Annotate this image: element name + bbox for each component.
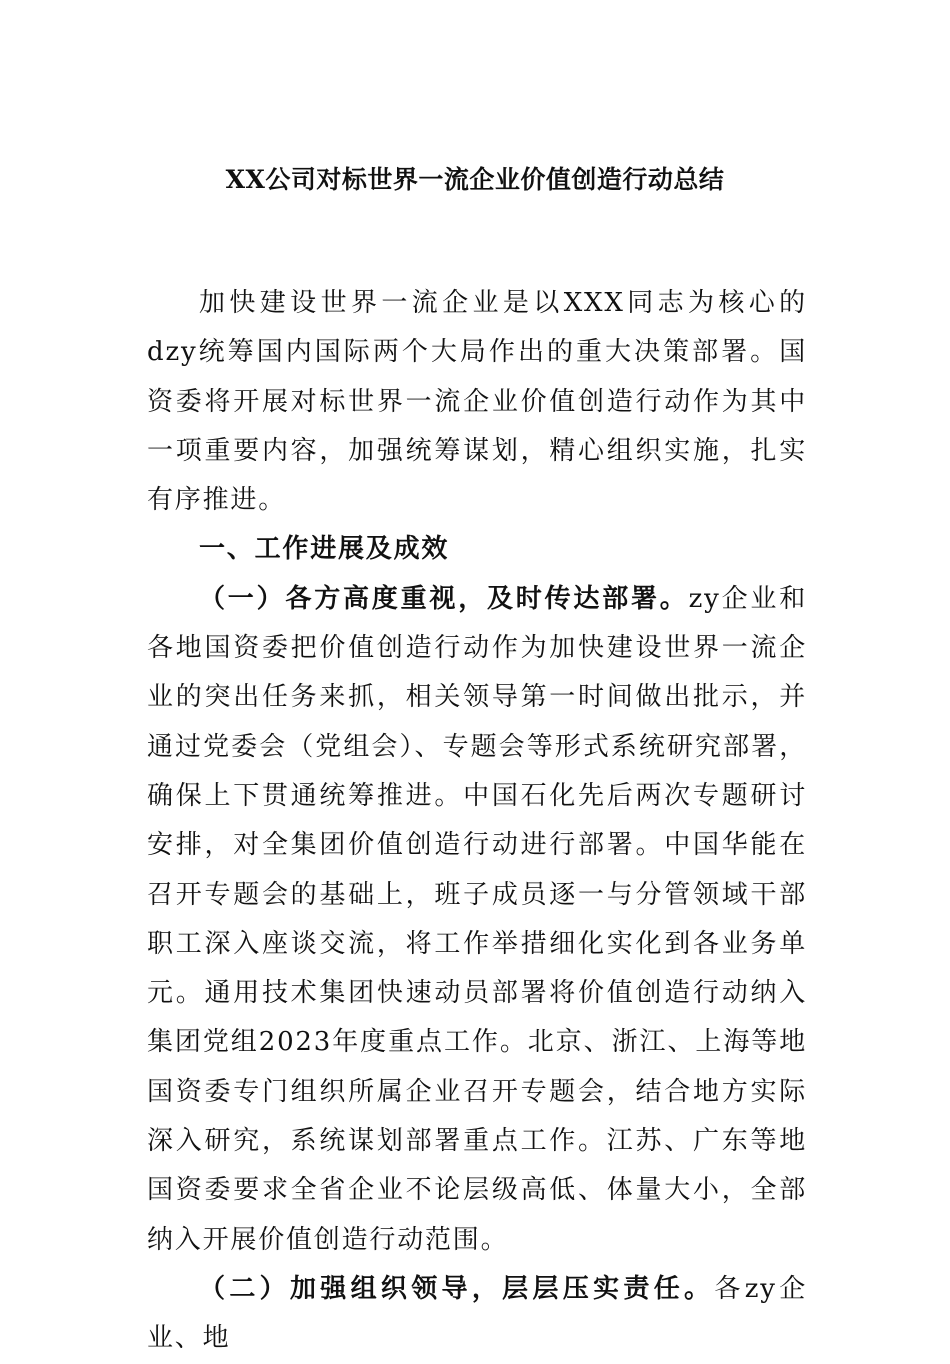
section-heading: 一、工作进展及成效 [199, 534, 450, 565]
subsection-2-body: 各zy企业、地 [147, 1273, 807, 1354]
subsection-1-paragraph [147, 575, 807, 1265]
subsection-1-body: zy企业和各地国资委把价值创造行动作为加快建设世界一流企业的突出任务来抓，相关领导第一时间做出批示，并通过党委会（党组会）、专题会等形式系统研究部署，确保上下贯通统筹推进。中国石化先后两次专题研讨安排，对全集团价值创造行动进行部署。中国华能在召开专题会的基础上，班子成员逐一与分管领域干部职工深入座谈交流，将工作举措细化实化到各业务单元。通用技术集团快速动员部署将价值创造行动纳入集团党组2023年度重点工作。北京、浙江、上海等地国资委专门组织所属企业召开专题会，结合地方实际深入研究，系统谋划部署重点工作。江苏、广东等地国资委要求全省企业不论层级高低、体量大小，全部纳入开展价值创造行动范围。 [147, 583, 807, 1255]
intro-paragraph: 加快建设世界一流企业是以XXX同志为核心的dzy统筹国内国际两个大局作出的重大决策部署。国资委将开展对标世界一流企业价值创造行动作为其中一项重要内容，加强统筹谋划，精心组织实施，扎实有序推进。 [147, 288, 807, 516]
document-title: XX公司对标世界一流企业价值创造行动总结 [225, 165, 725, 194]
document-body [147, 279, 807, 1364]
subsection-1-heading: （一）各方高度重视，及时传达部署。 [199, 583, 689, 614]
subsection-2-heading: （二）加强组织领导，层层压实责任。 [199, 1273, 715, 1304]
subsection-2-paragraph [147, 1265, 807, 1364]
